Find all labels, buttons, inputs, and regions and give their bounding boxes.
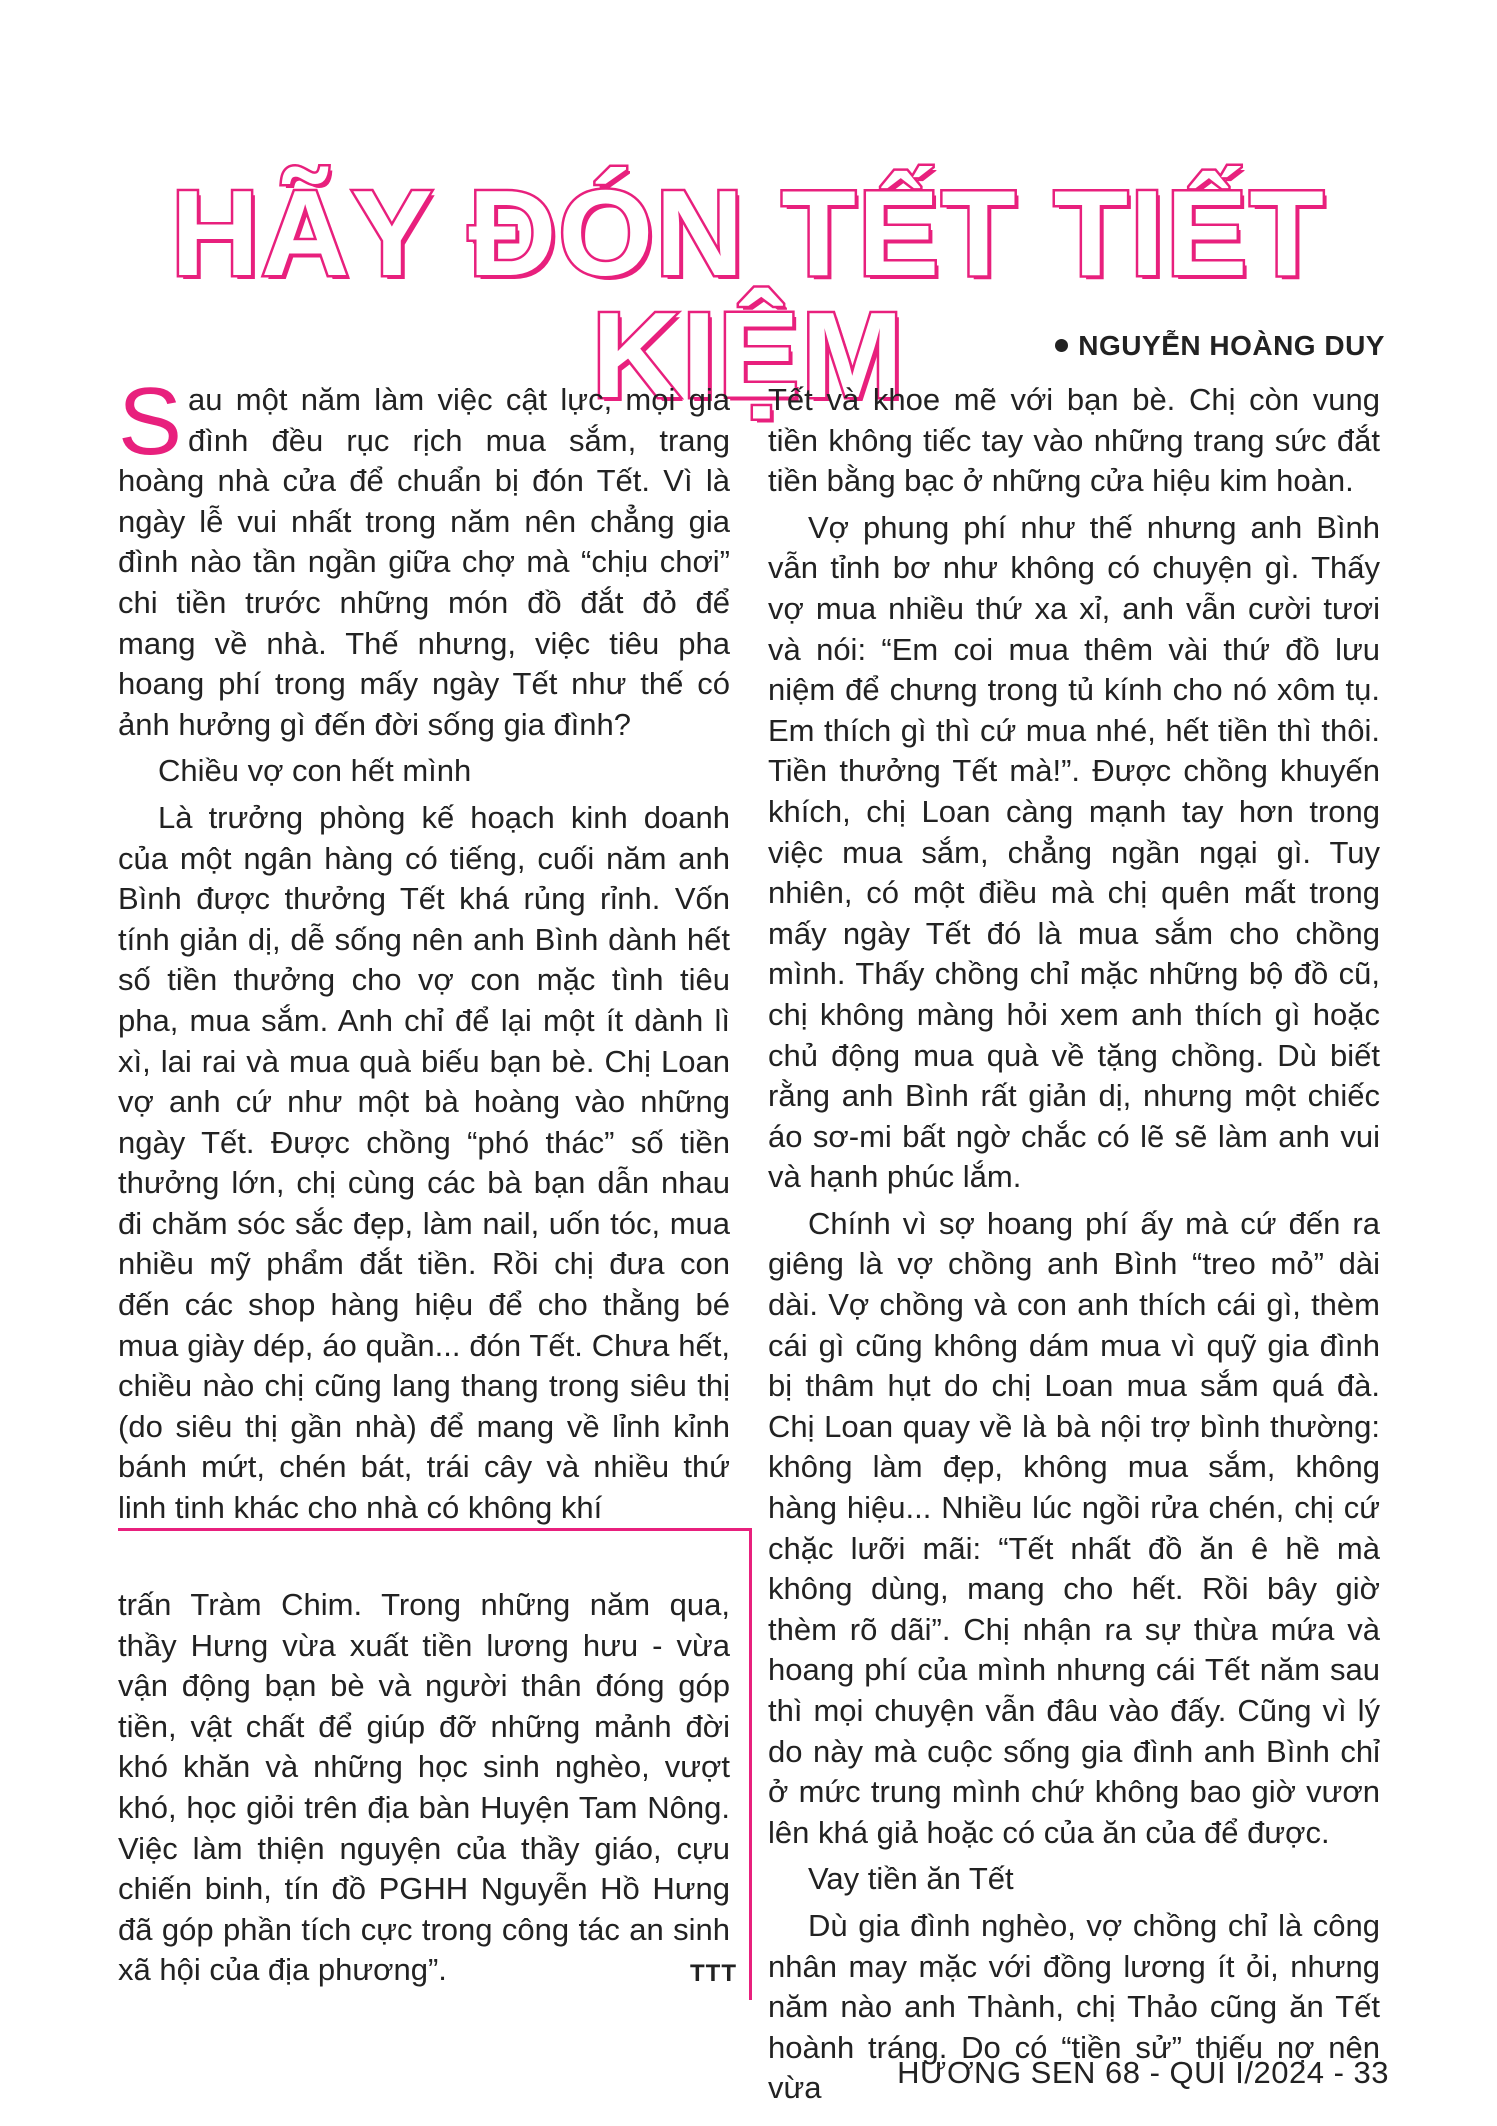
box-divider-top bbox=[118, 1528, 752, 1531]
subheading-1: Chiều vợ con hết mình bbox=[158, 753, 472, 789]
box-divider-side bbox=[749, 1528, 752, 2000]
previous-article-continuation bbox=[118, 1585, 730, 1997]
author-byline bbox=[1055, 330, 1385, 362]
bullet-icon bbox=[1055, 339, 1068, 352]
left-column bbox=[118, 368, 730, 1535]
author-signature: TTT bbox=[690, 1960, 737, 1987]
body-paragraph: Là trưởng phòng kế hoạch kinh doanh của một ngân hàng có tiếng, cuối năm anh Bình được thưởng Tết khá rủng rỉnh. Vốn tính giản dị, dễ sống nên anh Bình dành hết số tiền thưởng cho vợ con mặc tình tiêu pha, mua sắm. Anh chỉ để lại một ít dành lì xì, lai rai và mua quà biếu bạn bè. Chị Loan vợ anh cứ như một bà hoàng vào những ngày Tết. Được chồng “phó thác” số tiền thưởng lớn, chị cùng các bà bạn dẫn nhau đi chăm sóc sắc đẹp, làm nail, uốn tóc, mua nhiều mỹ phẩm đắt tiền. Rồi chị đưa con đến các shop hàng hiệu để cho thằng bé mua giày dép, áo quần... đón Tết. Chưa hết, chiều nào chị cũng lang thang trong siêu thị (do siêu thị gần nhà) để mang về lỉnh kỉnh bánh mứt, chén bát, trái cây và nhiều thứ linh tinh khác cho nhà có không khí bbox=[118, 799, 730, 1526]
continuation-paragraph: trấn Tràm Chim. Trong những năm qua, thầy Hưng vừa xuất tiền lương hưu - vừa vận động bạn bè và người thân đóng góp tiền, vật chất để giúp đỡ những mảnh đời khó khăn và những học sinh nghèo, vượt khó, học giỏi trên địa bàn Huyện Tam Nông. Việc làm thiện nguyện của thầy giáo, cựu chiến binh, tín đồ PGHH Nguyễn Hồ Hưng đã góp phần tích cực trong công tác an sinh xã hội của địa phương”. bbox=[118, 1587, 730, 1988]
article-title: HÃY ĐÓN TẾT TIẾT KIỆM bbox=[171, 165, 1326, 423]
right-column bbox=[768, 380, 1380, 2115]
intro-paragraph bbox=[118, 368, 730, 745]
body-paragraph: Tết và khoe mẽ với bạn bè. Chị còn vung tiền không tiếc tay vào những trang sức đắt tiền bằng bạc ở những cửa hiệu kim hoàn. bbox=[768, 382, 1380, 499]
body-paragraph: Chính vì sợ hoang phí ấy mà cứ đến ra giêng là vợ chồng anh Bình “treo mỏ” dài dài. Vợ chồng và con anh thích cái gì, thèm cái gì cũng không dám mua vì quỹ gia đình bị thâm hụt do chị Loan mua sắm quá đà. Chị Loan quay về là bà nội trợ bình thường: không làm đẹp, không mua sắm, không hàng hiệu... Nhiều lúc ngồi rửa chén, chị cứ chặc lưỡi mãi: “Tết nhất đồ ăn ê hề mà không dùng, mang cho hết. Rồi bây giờ thèm rõ dãi”. Chị nhận ra sự thừa mứa và hoang phí của mình nhưng cái Tết năm sau thì mọi chuyện vẫn đâu vào đấy. Cũng vì lý do này mà cuộc sống gia đình anh Bình chỉ ở mức trung mình chứ không bao giờ vươn lên khá giả hoặc có của ăn của để được. bbox=[768, 1205, 1380, 1850]
body-paragraph: Vợ phung phí như thế nhưng anh Bình vẫn tỉnh bơ như không có chuyện gì. Thấy vợ mua nhiều thứ xa xỉ, anh vẫn cười tươi và nói: “Em coi mua thêm vài thứ đồ lưu niệm để chưng trong tủ kính cho nó xôm tụ. Em thích gì thì cứ mua nhé, hết tiền thì thôi. Tiền thưởng Tết mà!”. Được chồng khuyến khích, chị Loan càng mạnh tay hơn trong việc mua sắm, chẳng ngần ngại gì. Tuy nhiên, có một điều mà chị quên mất trong mấy ngày Tết đó là mua sắm cho chồng mình. Thấy chồng chỉ mặc những bộ đồ cũ, chị không màng hỏi xem anh thích gì hoặc chủ động mua quà về tặng chồng. Dù biết rằng anh Bình rất giản dị, nhưng một chiếc áo sơ-mi bất ngờ chắc có lẽ sẽ làm anh vui và hạnh phúc lắm. bbox=[768, 509, 1380, 1195]
body-paragraph: Dù gia đình nghèo, vợ chồng chỉ là công nhân may mặc với đồng lương ít ỏi, nhưng năm nào anh Thành, chị Thảo cũng ăn Tết hoành tráng. Do có “tiền sử” thiếu nợ nên vừa bbox=[768, 1907, 1380, 2106]
page-footer: HƯƠNG SEN 68 - QUÍ I/2024 - 33 bbox=[897, 2055, 1389, 2090]
subheading-2: Vay tiền ăn Tết bbox=[808, 1861, 1014, 1897]
intro-text: au một năm làm việc cật lực, mọi gia đình đều rục rịch mua sắm, trang hoàng nhà cửa để chuẩn bị đón Tết. Vì là ngày lễ vui nhất trong năm nên chẳng gia đình nào tần ngần giữa chợ mà “chịu chơi” chi tiền trước những món đồ đắt đỏ để mang về nhà. Thế nhưng, việc tiêu pha hoang phí trong mấy ngày Tết như thế có ảnh hưởng gì đến đời sống gia đình? bbox=[118, 382, 730, 742]
author-name: NGUYỄN HOÀNG DUY bbox=[1078, 330, 1385, 361]
drop-cap: S bbox=[118, 368, 183, 475]
